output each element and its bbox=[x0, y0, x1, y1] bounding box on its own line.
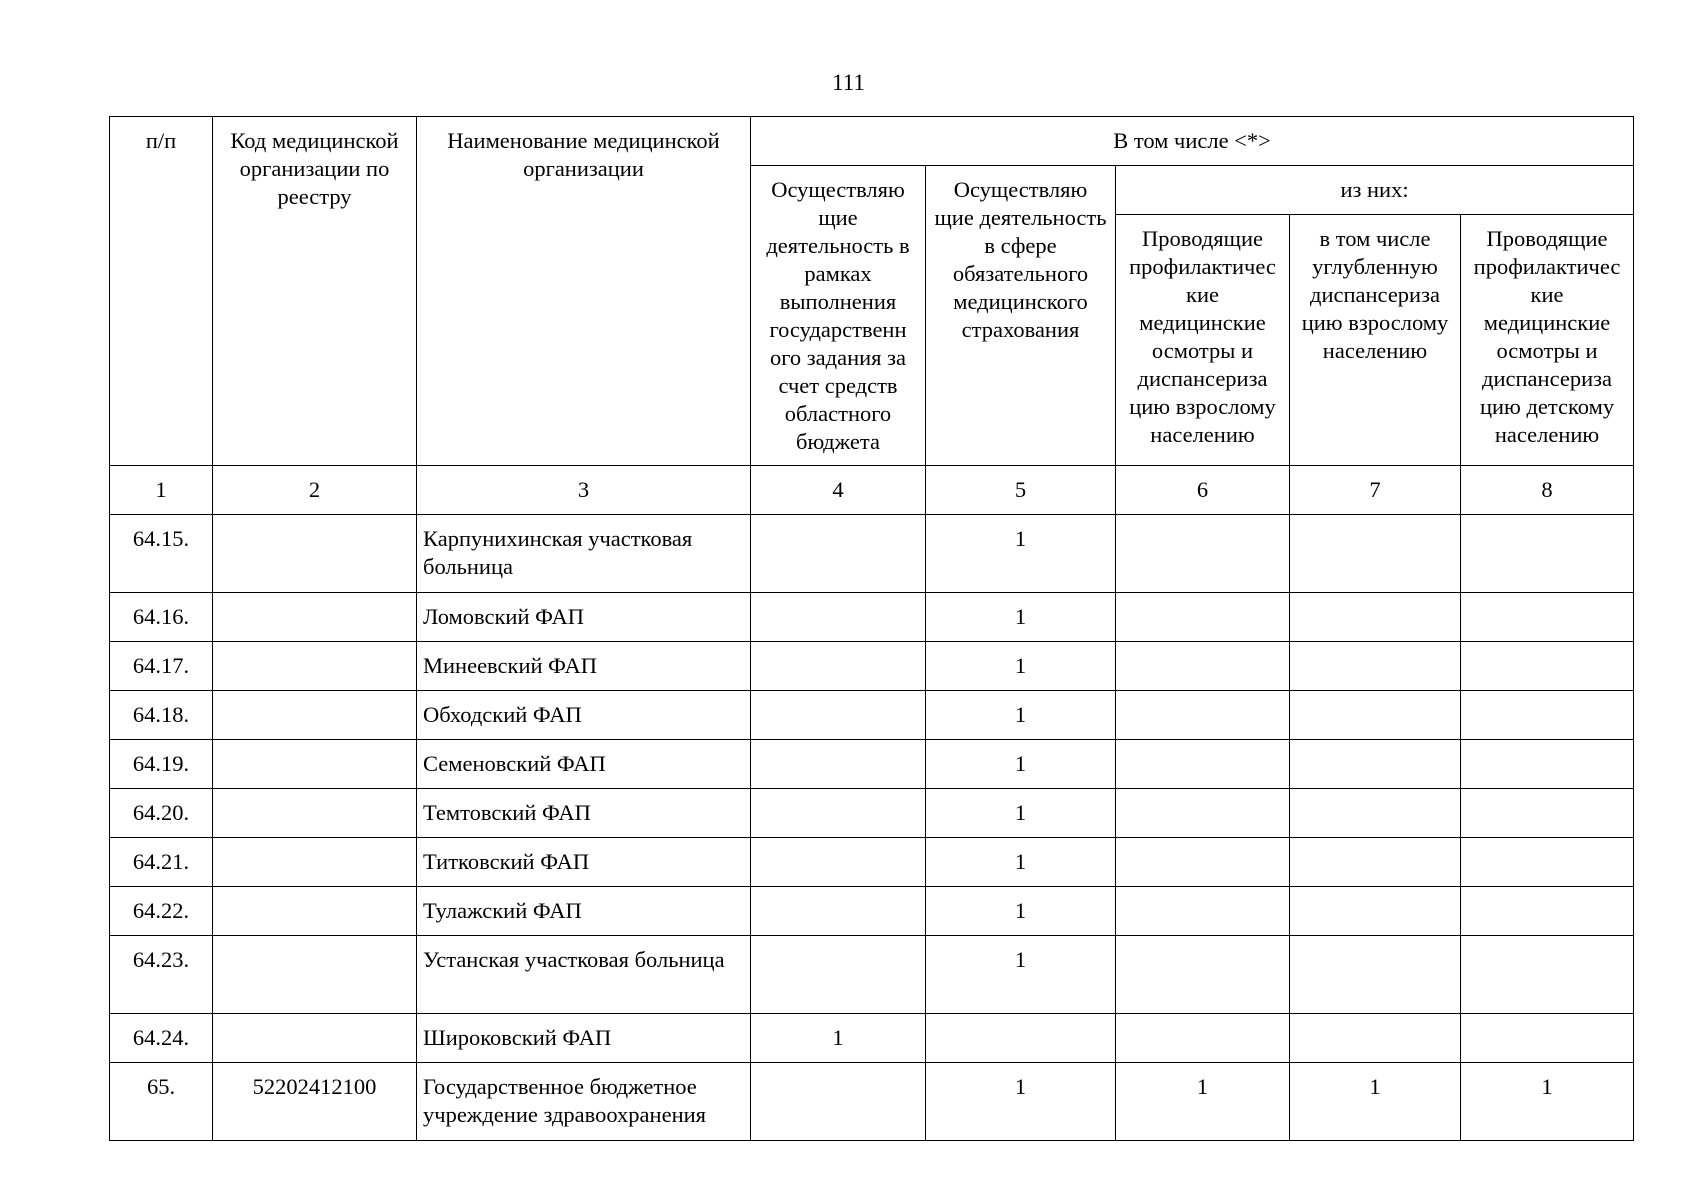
row-code bbox=[213, 1014, 417, 1063]
row-col-7: 1 bbox=[1290, 1063, 1461, 1141]
row-number: 64.20. bbox=[110, 789, 213, 838]
row-col-6 bbox=[1116, 740, 1290, 789]
table-row bbox=[110, 593, 1634, 642]
row-col-7 bbox=[1290, 740, 1461, 789]
column-numbers-row bbox=[110, 466, 1634, 515]
row-col-8 bbox=[1461, 593, 1634, 642]
header-col-4: Осуществляю щие деятельность в рамках выполнения государственн ого задания за счет средств областного бюджета bbox=[751, 166, 926, 466]
header-col-8: Проводящие профилактичес кие медицинские осмотры и диспансериза цию детскому населению bbox=[1461, 215, 1634, 466]
row-code bbox=[213, 936, 417, 1014]
column-number: 4 bbox=[751, 466, 926, 515]
row-col-5 bbox=[926, 1014, 1116, 1063]
row-col-5: 1 bbox=[926, 740, 1116, 789]
table-row bbox=[110, 838, 1634, 887]
row-col-7 bbox=[1290, 691, 1461, 740]
column-number: 6 bbox=[1116, 466, 1290, 515]
row-col-8 bbox=[1461, 1014, 1634, 1063]
table-row bbox=[110, 1014, 1634, 1063]
row-col-6 bbox=[1116, 691, 1290, 740]
header-col-3: Наименование медицинской организации bbox=[417, 117, 751, 466]
column-number: 1 bbox=[110, 466, 213, 515]
table-row bbox=[110, 642, 1634, 691]
row-col-4 bbox=[751, 936, 926, 1014]
row-number: 65. bbox=[110, 1063, 213, 1141]
column-number: 2 bbox=[213, 466, 417, 515]
header-group: В том числе <*> bbox=[751, 117, 1634, 166]
column-number: 7 bbox=[1290, 466, 1461, 515]
row-col-5: 1 bbox=[926, 789, 1116, 838]
row-col-7 bbox=[1290, 593, 1461, 642]
row-organization-name: Широковский ФАП bbox=[417, 1014, 751, 1063]
row-code bbox=[213, 515, 417, 593]
header-col-2: Код медицинской организации по реестру bbox=[213, 117, 417, 466]
column-number: 3 bbox=[417, 466, 751, 515]
row-code bbox=[213, 593, 417, 642]
table-row bbox=[110, 515, 1634, 593]
row-organization-name: Темтовский ФАП bbox=[417, 789, 751, 838]
row-col-6 bbox=[1116, 1014, 1290, 1063]
medical-organizations-table bbox=[109, 116, 1634, 1141]
row-col-8: 1 bbox=[1461, 1063, 1634, 1141]
row-col-8 bbox=[1461, 691, 1634, 740]
row-col-6: 1 bbox=[1116, 1063, 1290, 1141]
row-col-7 bbox=[1290, 789, 1461, 838]
header-col-5: Осуществляю щие деятельность в сфере обязательного медицинского страхования bbox=[926, 166, 1116, 466]
row-col-4 bbox=[751, 593, 926, 642]
row-col-4 bbox=[751, 642, 926, 691]
row-col-6 bbox=[1116, 789, 1290, 838]
column-number: 8 bbox=[1461, 466, 1634, 515]
row-col-4 bbox=[751, 838, 926, 887]
row-organization-name: Семеновский ФАП bbox=[417, 740, 751, 789]
table-row bbox=[110, 740, 1634, 789]
row-col-8 bbox=[1461, 789, 1634, 838]
row-col-4: 1 bbox=[751, 1014, 926, 1063]
row-col-8 bbox=[1461, 515, 1634, 593]
row-organization-name: Минеевский ФАП bbox=[417, 642, 751, 691]
page-number: 111 bbox=[832, 70, 865, 95]
row-col-6 bbox=[1116, 838, 1290, 887]
row-col-7 bbox=[1290, 1014, 1461, 1063]
row-code bbox=[213, 789, 417, 838]
table-row bbox=[110, 691, 1634, 740]
row-code bbox=[213, 642, 417, 691]
row-code bbox=[213, 740, 417, 789]
row-number: 64.21. bbox=[110, 838, 213, 887]
row-col-7 bbox=[1290, 642, 1461, 691]
header-row-1 bbox=[110, 117, 1634, 166]
table-body bbox=[110, 117, 1634, 1141]
row-col-7 bbox=[1290, 838, 1461, 887]
header-col-6: Проводящие профилактичес кие медицинские осмотры и диспансериза цию взрослому населению bbox=[1116, 215, 1290, 466]
row-organization-name: Обходский ФАП bbox=[417, 691, 751, 740]
row-col-6 bbox=[1116, 642, 1290, 691]
row-organization-name: Ломовский ФАП bbox=[417, 593, 751, 642]
table-row bbox=[110, 1063, 1634, 1141]
column-number: 5 bbox=[926, 466, 1116, 515]
row-col-6 bbox=[1116, 515, 1290, 593]
row-number: 64.18. bbox=[110, 691, 213, 740]
row-col-4 bbox=[751, 789, 926, 838]
row-number: 64.22. bbox=[110, 887, 213, 936]
row-col-4 bbox=[751, 1063, 926, 1141]
header-col-7: в том числе углубленную диспансериза цию взрослому населению bbox=[1290, 215, 1461, 466]
row-col-8 bbox=[1461, 887, 1634, 936]
row-col-7 bbox=[1290, 936, 1461, 1014]
row-col-5: 1 bbox=[926, 936, 1116, 1014]
row-col-5: 1 bbox=[926, 642, 1116, 691]
row-number: 64.17. bbox=[110, 642, 213, 691]
row-number: 64.15. bbox=[110, 515, 213, 593]
row-col-8 bbox=[1461, 838, 1634, 887]
row-col-8 bbox=[1461, 642, 1634, 691]
row-organization-name: Государственное бюджетное учреждение здравоохранения bbox=[417, 1063, 751, 1141]
row-number: 64.24. bbox=[110, 1014, 213, 1063]
header-col-1: п/п bbox=[110, 117, 213, 466]
row-col-4 bbox=[751, 515, 926, 593]
row-col-7 bbox=[1290, 515, 1461, 593]
row-organization-name: Тулажский ФАП bbox=[417, 887, 751, 936]
row-col-7 bbox=[1290, 887, 1461, 936]
row-organization-name: Карпунихинская участковая больница bbox=[417, 515, 751, 593]
row-organization-name: Устанская участковая больница bbox=[417, 936, 751, 1014]
row-number: 64.16. bbox=[110, 593, 213, 642]
header-subgroup: из них: bbox=[1116, 166, 1634, 215]
row-col-8 bbox=[1461, 936, 1634, 1014]
row-col-8 bbox=[1461, 740, 1634, 789]
row-number: 64.23. bbox=[110, 936, 213, 1014]
row-col-4 bbox=[751, 691, 926, 740]
row-col-5: 1 bbox=[926, 838, 1116, 887]
row-col-6 bbox=[1116, 936, 1290, 1014]
table-row bbox=[110, 789, 1634, 838]
table-row bbox=[110, 887, 1634, 936]
row-col-4 bbox=[751, 887, 926, 936]
row-col-6 bbox=[1116, 593, 1290, 642]
row-col-5: 1 bbox=[926, 593, 1116, 642]
row-code bbox=[213, 887, 417, 936]
row-col-5: 1 bbox=[926, 887, 1116, 936]
row-code bbox=[213, 691, 417, 740]
row-col-6 bbox=[1116, 887, 1290, 936]
row-col-4 bbox=[751, 740, 926, 789]
row-col-5: 1 bbox=[926, 1063, 1116, 1141]
row-code: 52202412100 bbox=[213, 1063, 417, 1141]
row-code bbox=[213, 838, 417, 887]
row-organization-name: Титковский ФАП bbox=[417, 838, 751, 887]
row-col-5: 1 bbox=[926, 515, 1116, 593]
table-row bbox=[110, 936, 1634, 1014]
row-number: 64.19. bbox=[110, 740, 213, 789]
row-col-5: 1 bbox=[926, 691, 1116, 740]
